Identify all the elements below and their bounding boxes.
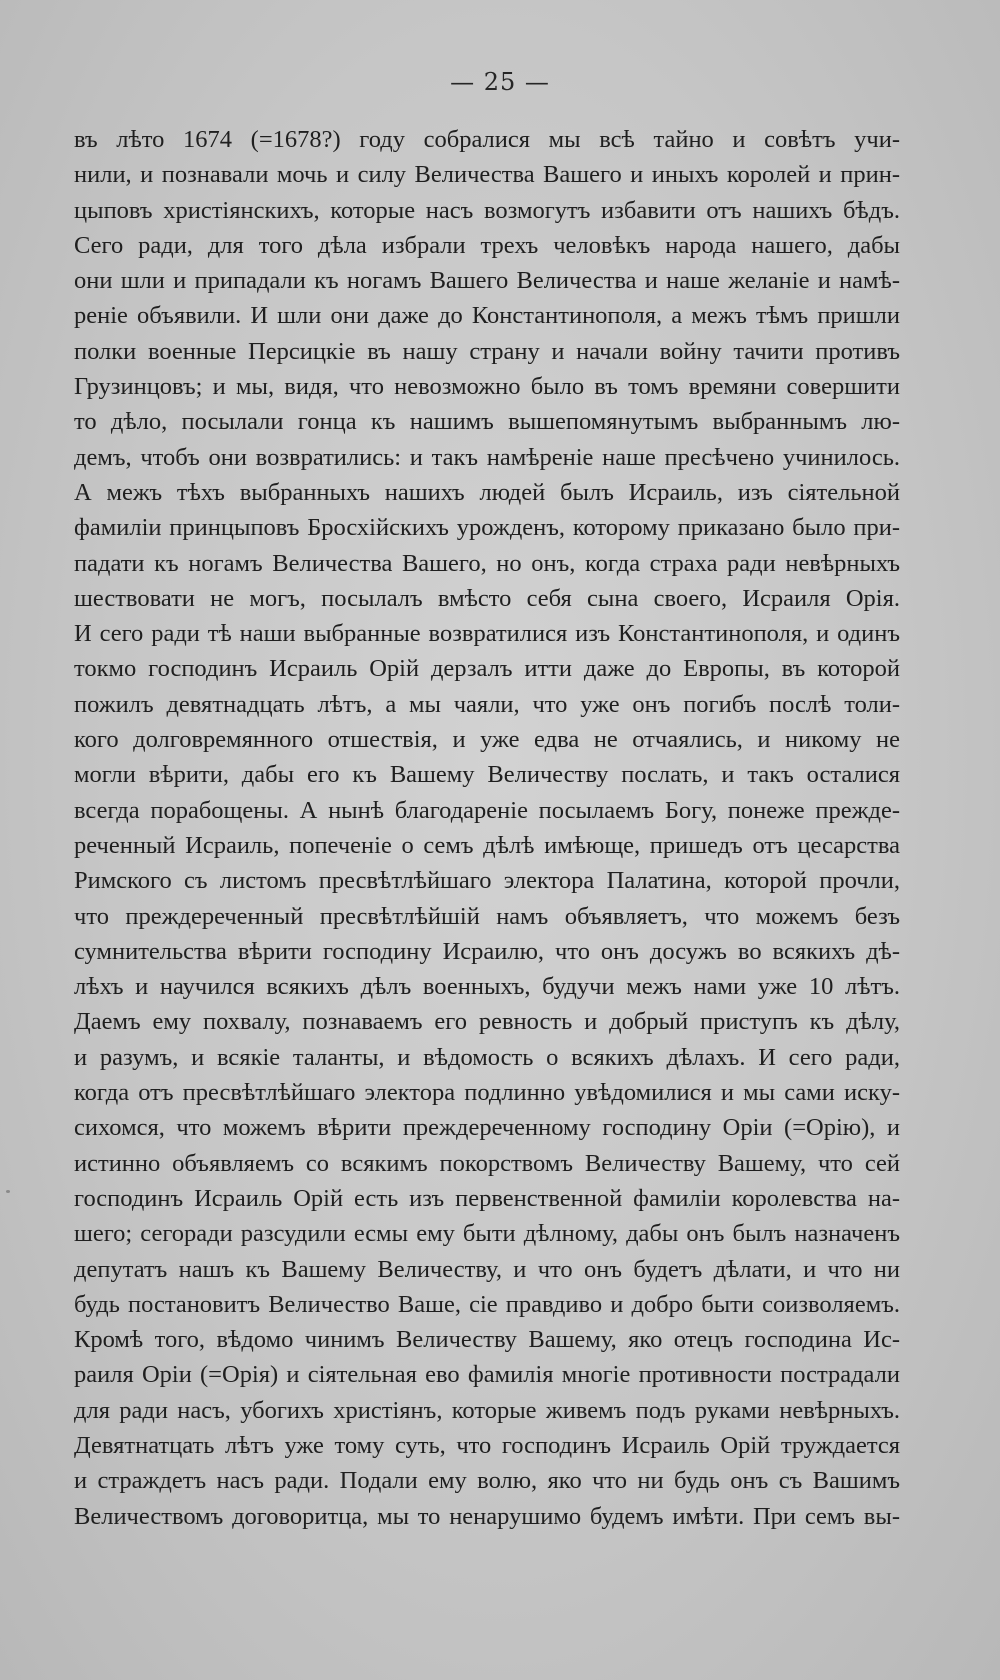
- text-line: будь постановитъ Величество Ваше, сіе правдиво и добро быти соизволяемъ.: [74, 1290, 900, 1318]
- text-line: И сего ради тѣ наши выбранные возвратилися изъ Константинополя, и одинъ: [74, 620, 900, 648]
- text-line: А межъ тѣхъ выбранныхъ нашихъ людей былъ Исраиль, изъ сіятельной: [74, 478, 900, 506]
- text-line: полки военные Персицкіе въ нашу страну и начали войну тачити противъ: [74, 337, 900, 365]
- text-line: въ лѣто 1674 (=1678?) году собралися мы всѣ тайно и совѣтъ учи-: [74, 126, 900, 153]
- text-line: нили, и познавали мочь и силу Величества Вашего и иныхъ королей и прин-: [74, 161, 900, 189]
- text-line: могли вѣрити, дабы его къ Вашему Величеству послать, и такъ осталися: [74, 761, 900, 789]
- text-line: Девятнатцать лѣтъ уже тому суть, что господинъ Исраиль Орій труждается: [74, 1431, 900, 1459]
- text-line: пожилъ девятнадцать лѣтъ, а мы чаяли, что уже онъ погибъ послѣ толи-: [74, 690, 900, 718]
- text-line: и разумъ, и всякіе таланты, и вѣдомость о всякихъ дѣлахъ. И сего ради,: [74, 1043, 900, 1071]
- text-line: Грузинцовъ; и мы, видя, что невозможно было въ томъ времяни совершити: [74, 373, 900, 401]
- text-line: сумнительства вѣрити господину Исраилю, что онъ досужъ во всякихъ дѣ-: [74, 937, 900, 965]
- text-line: реченный Исраиль, попеченіе о семъ дѣлѣ имѣюще, пришедъ отъ цесарства: [74, 831, 900, 859]
- text-line: истинно объявляемъ со всякимъ покорствомъ Величеству Вашему, что сей: [74, 1149, 900, 1177]
- text-line: лѣхъ и научился всякихъ дѣлъ военныхъ, будучи межъ нами уже 10 лѣтъ.: [74, 973, 900, 1001]
- text-line: шествовати не могъ, посылалъ вмѣсто себя сына своего, Исраиля Орія.: [74, 584, 900, 612]
- text-line: токмо господинъ Исраиль Орій дерзалъ итти даже до Европы, въ которой: [74, 655, 900, 683]
- text-line: шего; сегоради разсудили есмы ему быти дѣлному, дабы онъ былъ назначенъ: [74, 1220, 900, 1248]
- text-line: депутатъ нашъ къ Вашему Величеству, и что онъ будетъ дѣлати, и что ни: [74, 1255, 900, 1283]
- text-line: цыповъ христіянскихъ, которые насъ возмогутъ избавити отъ нашихъ бѣдъ.: [74, 196, 900, 224]
- paper-speck: [6, 1190, 10, 1193]
- text-line: Римского съ листомъ пресвѣтлѣйшаго электора Палатина, которой прочли,: [74, 867, 900, 895]
- text-line: сихомся, что можемъ вѣрити преждереченному господину Оріи (=Орію), и: [74, 1114, 900, 1142]
- page-number: — 25 —: [450, 68, 550, 96]
- text-line: фамиліи принцыповъ Бросхійскихъ урожденъ, которому приказано было при-: [74, 514, 900, 542]
- text-line: когда отъ пресвѣтлѣйшаго электора подлинно увѣдомилися и мы сами иску-: [74, 1079, 900, 1107]
- text-line: они шли и припадали къ ногамъ Вашего Величества и наше желаніе и намѣ-: [74, 267, 900, 295]
- text-line: для ради насъ, убогихъ христіянъ, которые живемъ подъ руками невѣрныхъ.: [74, 1396, 900, 1424]
- text-line: Величествомъ договоритца, мы то ненарушимо будемъ имѣти. При семъ вы-: [74, 1502, 900, 1530]
- body-text: [74, 122, 900, 1534]
- text-line: всегда порабощены. А нынѣ благодареніе посылаемъ Богу, понеже прежде-: [74, 796, 900, 824]
- text-line: Даемъ ему похвалу, познаваемъ его ревность и добрый приступъ къ дѣлу,: [74, 1008, 900, 1036]
- text-line: то дѣло, посылали гонца къ нашимъ вышепомянутымъ выбраннымъ лю-: [74, 408, 900, 436]
- text-line: реніе объявили. И шли они даже до Константинополя, а межъ тѣмъ пришли: [74, 302, 900, 330]
- text-line: кого долговремянного отшествія, и уже едва не отчаялись, и никому не: [74, 726, 900, 754]
- text-line: демъ, чтобъ они возвратились: и такъ намѣреніе наше пресѣчено учинилось.: [74, 443, 900, 471]
- text-line: раиля Оріи (=Орія) и сіятельная ево фамилія многіе противности пострадали: [74, 1361, 900, 1389]
- text-line: Сего ради, для того дѣла избрали трехъ человѣкъ народа нашего, дабы: [74, 231, 900, 259]
- text-line: что преждереченный пресвѣтлѣйшій намъ объявляетъ, что можемъ безъ: [74, 902, 900, 930]
- text-line: падати къ ногамъ Величества Вашего, но онъ, когда страха ради невѣрныхъ: [74, 549, 900, 577]
- text-line: господинъ Исраиль Орій есть изъ первенственной фамиліи королевства на-: [74, 1184, 900, 1212]
- text-line: и страждетъ насъ ради. Подали ему волю, яко что ни будь онъ съ Вашимъ: [74, 1467, 900, 1495]
- text-line: Кромѣ того, вѣдомо чинимъ Величеству Вашему, яко отецъ господина Ис-: [74, 1326, 900, 1354]
